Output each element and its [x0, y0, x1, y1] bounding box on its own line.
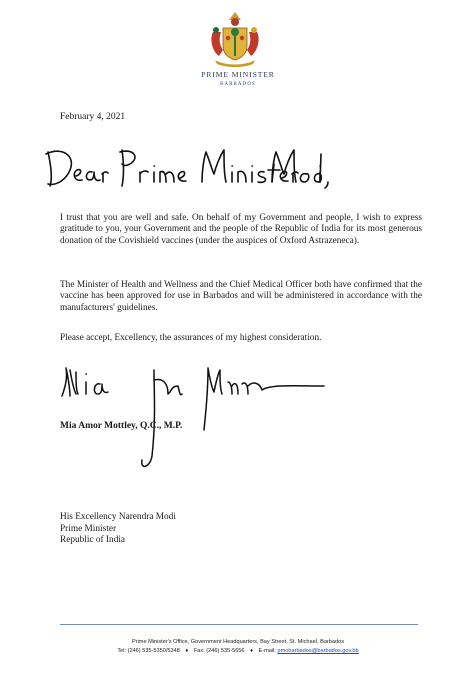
handwritten-salutation-end: [318, 140, 348, 192]
recipient-block: [60, 512, 176, 547]
footer-divider: [60, 624, 418, 625]
body-paragraph-3: Please accept, Excellency, the assurances of my highest consideration.: [60, 333, 322, 343]
letterhead-title: PRIME MINISTER: [201, 70, 275, 79]
body-paragraph-1: I trust that you are well and safe. On behalf of my Government and people, I wish to express gratitude to you, your Government and the people of the Republic of India for its most generous donation of the Covishield vaccines (under the auspices of Oxford Astrazeneca).: [60, 213, 422, 246]
letter-date: February 4, 2021: [60, 112, 126, 122]
handwritten-salutation-name: [214, 140, 324, 192]
footer-contact: [0, 648, 476, 654]
footer-tel: Tel: (246) 535-5350/5348: [117, 648, 180, 654]
footer-address: Prime Minister's Office, Government Headquarters, Bay Street, St. Michael, Barbados: [131, 639, 345, 645]
recipient-country: Republic of India: [60, 535, 126, 546]
handwritten-signature: [58, 360, 348, 472]
signatory-name: Mia Amor Mottley, Q.C., M.P.: [60, 421, 183, 431]
footer-fax: Fax: (246) 535-5656: [193, 648, 245, 654]
letterhead-subtitle: BARBADOS: [220, 82, 256, 87]
footer-email-link[interactable]: pmobarbados@barbados.gov.bb: [277, 648, 359, 654]
diamond-separator-icon: ♦: [250, 648, 253, 654]
recipient-title: Prime Minister: [60, 523, 117, 534]
body-paragraph-2: The Minister of Health and Wellness and the Chief Medical Officer both have confirmed that the vaccine has been approved for use in Barbados and will be administered in accordance with the manufacturers' guidelines.: [60, 280, 422, 313]
footer-email-label: E-mail:: [258, 648, 276, 654]
diamond-separator-icon: ♦: [185, 648, 189, 654]
recipient-name: His Excellency Narendra Modi: [60, 512, 176, 522]
barbados-coat-of-arms-icon: [207, 10, 263, 68]
